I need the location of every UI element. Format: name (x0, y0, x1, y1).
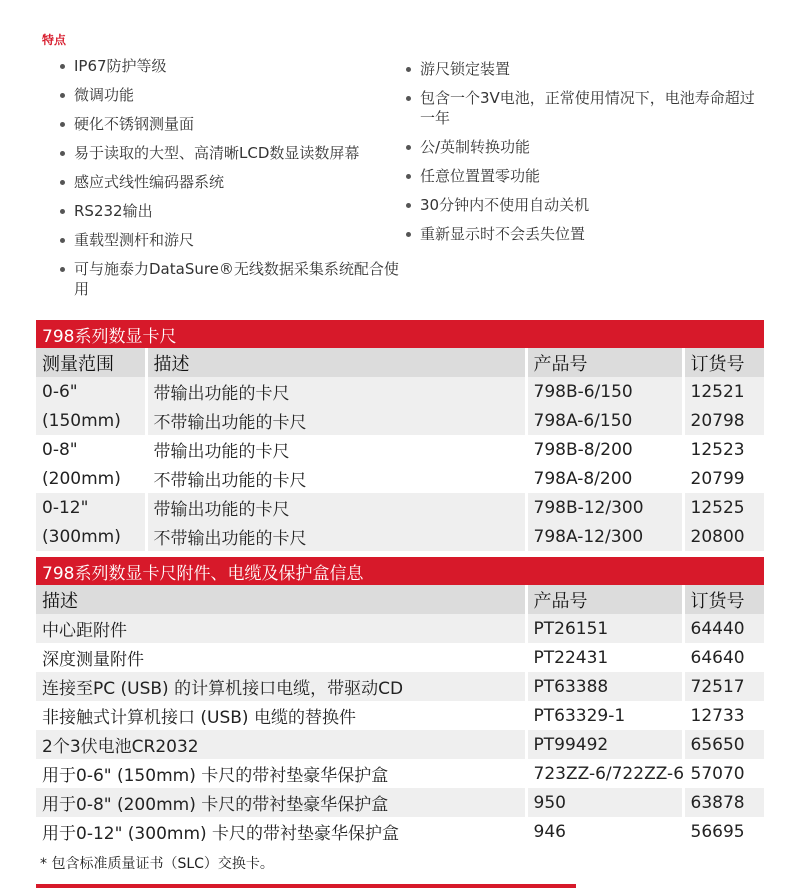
feature-item: RS232输出 (60, 201, 410, 221)
product-cell: 798B-6/150 (526, 377, 683, 406)
table-row (36, 464, 764, 493)
table-row (36, 817, 764, 846)
col-header-desc: 描述 (146, 348, 526, 377)
features-title: 特点 (42, 33, 67, 47)
desc-cell: 不带输出功能的卡尺 (146, 464, 526, 493)
bullet-icon (406, 67, 411, 72)
table2-title: 798系列数显卡尺附件、电缆及保护盒信息 (36, 557, 764, 585)
table-row (36, 493, 764, 522)
order-cell: 12523 (683, 435, 764, 464)
table-row (36, 522, 764, 551)
bullet-icon (406, 232, 411, 237)
bullet-icon (60, 64, 65, 69)
desc-cell: 带输出功能的卡尺 (146, 493, 526, 522)
range-cell: 0-8" (36, 435, 146, 464)
range-cell: (200mm) (36, 464, 146, 493)
desc-cell: 用于0-8" (200mm) 卡尺的带衬垫豪华保护盒 (36, 788, 526, 817)
table-row (36, 672, 764, 701)
product-cell: 946 (526, 817, 683, 846)
order-cell: 57070 (683, 759, 764, 788)
table-row (36, 614, 764, 643)
table-row (36, 406, 764, 435)
feature-item: 易于读取的大型、高清晰LCD数显读数屏幕 (60, 143, 410, 163)
feature-item: 可与施泰力DataSure®无线数据采集系统配合使用 (60, 259, 410, 299)
feature-item: 任意位置置零功能 (406, 166, 766, 186)
table-row (36, 730, 764, 759)
bullet-icon (60, 122, 65, 127)
feature-item: 感应式线性编码器系统 (60, 172, 410, 192)
product-cell: PT99492 (526, 730, 683, 759)
desc-cell: 非接触式计算机接口 (USB) 电缆的替换件 (36, 701, 526, 730)
table-row (36, 377, 764, 406)
product-cell: 723ZZ-6/722ZZ-6 (526, 759, 683, 788)
product-cell: PT63329-1 (526, 701, 683, 730)
feature-item: 30分钟内不使用自动关机 (406, 195, 766, 215)
desc-cell: 带输出功能的卡尺 (146, 435, 526, 464)
desc-cell: 带输出功能的卡尺 (146, 377, 526, 406)
order-cell: 64440 (683, 614, 764, 643)
desc-cell: 中心距附件 (36, 614, 526, 643)
table-row (36, 435, 764, 464)
col-header-product: 产品号 (526, 348, 683, 377)
bullet-icon (406, 145, 411, 150)
desc-cell: 不带输出功能的卡尺 (146, 522, 526, 551)
bottom-divider (36, 884, 576, 888)
bullet-icon (60, 180, 65, 185)
order-cell: 72517 (683, 672, 764, 701)
desc-cell: 用于0-6" (150mm) 卡尺的带衬垫豪华保护盒 (36, 759, 526, 788)
feature-item: 重载型测杆和游尺 (60, 230, 410, 250)
product-cell: PT26151 (526, 614, 683, 643)
order-cell: 20800 (683, 522, 764, 551)
range-cell: (300mm) (36, 522, 146, 551)
desc-cell: 连接至PC (USB) 的计算机接口电缆，带驱动CD (36, 672, 526, 701)
product-cell: PT63388 (526, 672, 683, 701)
col-header-range: 测量范围 (36, 348, 146, 377)
col-header-product: 产品号 (526, 585, 683, 614)
order-cell: 20799 (683, 464, 764, 493)
features-list-left (60, 56, 410, 308)
product-cell: 798A-6/150 (526, 406, 683, 435)
order-cell: 12733 (683, 701, 764, 730)
accessories-table (36, 557, 764, 846)
table-row (36, 643, 764, 672)
table-row (36, 788, 764, 817)
order-cell: 20798 (683, 406, 764, 435)
feature-item: 硬化不锈钢测量面 (60, 114, 410, 134)
table-row (36, 701, 764, 730)
bullet-icon (60, 209, 65, 214)
col-header-desc: 描述 (36, 585, 526, 614)
order-cell: 63878 (683, 788, 764, 817)
col-header-order: 订货号 (683, 585, 764, 614)
range-cell: 0-12" (36, 493, 146, 522)
order-cell: 56695 (683, 817, 764, 846)
order-cell: 65650 (683, 730, 764, 759)
feature-item: 包含一个3V电池，正常使用情况下，电池寿命超过一年 (406, 88, 766, 128)
desc-cell: 不带输出功能的卡尺 (146, 406, 526, 435)
product-cell: 798B-8/200 (526, 435, 683, 464)
feature-item: IP67防护等级 (60, 56, 410, 76)
caliper-table (36, 320, 764, 551)
product-cell: 798A-8/200 (526, 464, 683, 493)
bullet-icon (406, 174, 411, 179)
feature-item: 微调功能 (60, 85, 410, 105)
table1-title: 798系列数显卡尺 (36, 320, 764, 348)
feature-item: 公/英制转换功能 (406, 137, 766, 157)
bullet-icon (60, 267, 65, 272)
feature-item: 重新显示时不会丢失位置 (406, 224, 766, 244)
bullet-icon (406, 203, 411, 208)
footnote: * 包含标准质量证书（SLC）交换卡。 (40, 856, 274, 872)
range-cell: 0-6" (36, 377, 146, 406)
desc-cell: 深度测量附件 (36, 643, 526, 672)
product-cell: 798A-12/300 (526, 522, 683, 551)
bullet-icon (60, 151, 65, 156)
feature-item: 游尺锁定装置 (406, 59, 766, 79)
product-cell: 798B-12/300 (526, 493, 683, 522)
product-cell: PT22431 (526, 643, 683, 672)
features-list-right (406, 59, 766, 253)
product-cell: 950 (526, 788, 683, 817)
bullet-icon (406, 96, 411, 101)
desc-cell: 2个3伏电池CR2032 (36, 730, 526, 759)
desc-cell: 用于0-12" (300mm) 卡尺的带衬垫豪华保护盒 (36, 817, 526, 846)
range-cell: (150mm) (36, 406, 146, 435)
col-header-order: 订货号 (683, 348, 764, 377)
bullet-icon (60, 93, 65, 98)
order-cell: 12521 (683, 377, 764, 406)
order-cell: 12525 (683, 493, 764, 522)
bullet-icon (60, 238, 65, 243)
table-row (36, 759, 764, 788)
order-cell: 64640 (683, 643, 764, 672)
